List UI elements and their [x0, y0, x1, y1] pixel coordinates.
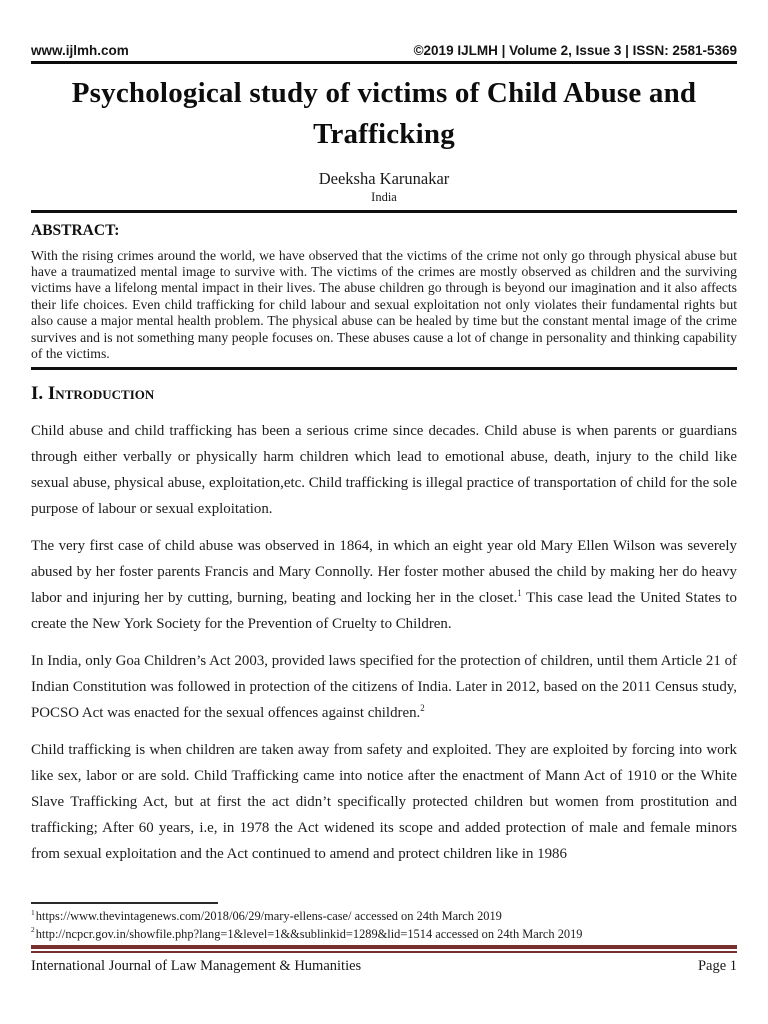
paragraph-text: Child trafficking is when children are taken away from safety and exploited. They are exploited by forcing into work like sex, labor or are sold. Child Trafficking came into notice after the enactment of Mann Act of 1910 or the White Slave Trafficking Act, but at first the act didn’t specifically protected children but women from prostitution and trafficking; After 60 years, i.e, in 1978 the Act widened its scope and added protection of male and female minors from sexual exploitation and the Act continued to amend and protect children like in 1986	[31, 741, 737, 862]
header-rule	[31, 61, 737, 64]
body-paragraph	[31, 533, 737, 637]
paper-title	[31, 73, 737, 155]
title-line: Trafficking	[313, 118, 455, 150]
footnote	[31, 908, 737, 926]
footnote-text: http://ncpcr.gov.in/showfile.php?lang=1&level=1&&sublinkid=1289&lid=1514 accessed on 24th March 2019	[35, 926, 583, 941]
header-website: www.ijlmh.com	[31, 43, 129, 58]
footnote-ref: 2	[420, 702, 425, 713]
paragraph-text: The very first case of child abuse was observed in 1864, in which an eight year old Mary Ellen Wilson was severely abused by her foster parents Francis and Mary Connolly. Her foster mother abused the child by making her do heavy labor and injuring her by cutting, burning, beating and locking her in the closet.	[31, 537, 737, 606]
paragraph-text: This case lead the United States to create the New York Society for the Prevention of Cruelty to Children.	[31, 589, 737, 632]
footer-journal-name: International Journal of Law Management & Humanities	[31, 958, 362, 975]
footnotes-list	[31, 908, 737, 943]
body-paragraph	[31, 737, 737, 867]
footnote-marker: 1	[31, 907, 35, 917]
footer-page-number: Page 1	[697, 958, 737, 975]
abstract-text: With the rising crimes around the world, we have observed that the victims of the crime not only go through physical abuse but have a traumatized mental image to survive with. The victims of the crimes are mostly observed as children and the surviving victims have a lifelong mental impact in their lives. The abuse children go through is beyond our imagination and it also affects their life choices. Even child trafficking for child labour and sexual exploitation not only violates their fundamental rights but also cause a major mental health problem. The physical abuse can be healed by time but the constant mental image of the crime survives and is not something many people focuses on. These abuses cause a lot of change in personality and thinking capability of the victims.	[31, 247, 737, 361]
paragraph-text: Child abuse and child trafficking has been a serious crime since decades. Child abuse is when parents or guardians through either verbally or physically harm children which lead to emotional abuse, death, injury to the child like sexual abuse, physical abuse, exploitation,etc. Child trafficking is illegal practice of transportation of child for the sole purpose of labour or sexual exploitation.	[31, 422, 737, 517]
body-paragraph	[31, 418, 737, 522]
introduction-paragraphs	[31, 418, 737, 867]
footer-accent-rule	[31, 945, 737, 953]
section-heading-introduction	[31, 383, 737, 405]
footnote-text: https://www.thevintagenews.com/2018/06/29/mary-ellens-case/ accessed on 24th March 2019	[35, 909, 502, 923]
paragraph-text: In India, only Goa Children’s Act 2003, provided laws specified for the protection of children, until them Article 21 of Indian Constitution was followed in protection of the citizens of India. Later in 2012, based on the 2011 Census study, POCSO Act was enacted for the sexual offences against children.	[31, 652, 737, 721]
page-header	[31, 0, 737, 58]
section-heading-label: Introduction	[47, 382, 155, 404]
author-name: Deeksha Karunakar	[318, 169, 450, 188]
abstract-bottom-rule	[31, 367, 737, 370]
abstract-heading: ABSTRACT:	[31, 221, 120, 239]
footnote	[31, 926, 737, 944]
footnote-marker: 2	[31, 925, 35, 935]
page-bottom-block	[31, 902, 737, 975]
author-country: India	[371, 190, 397, 204]
footnote-ref: 1	[517, 587, 522, 598]
title-line: Psychological study of victims of Child Abuse and	[71, 77, 697, 109]
header-issue-info: ©2019 IJLMH | Volume 2, Issue 3 | ISSN: 2581-5369	[413, 43, 737, 58]
footnote-separator	[31, 902, 218, 904]
section-numeral: I.	[31, 382, 44, 404]
abstract-top-rule	[31, 210, 737, 213]
page-footer	[31, 958, 737, 975]
body-paragraph	[31, 648, 737, 726]
